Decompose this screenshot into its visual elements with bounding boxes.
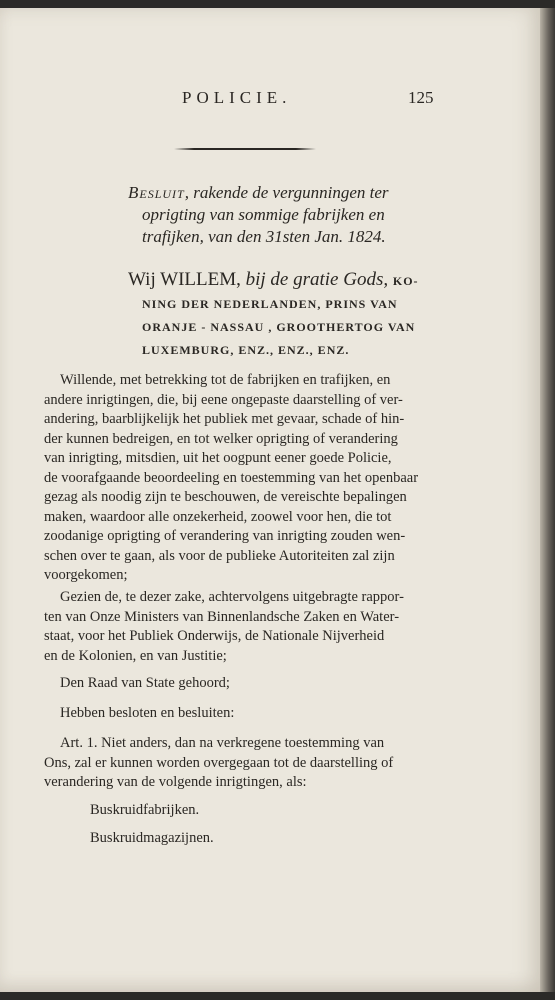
title-line-3: trafijken, van den 31sten Jan. 1824. — [142, 227, 386, 246]
text-line: der kunnen bedreigen, en tot welker oprigting of verandering — [44, 430, 398, 447]
text-line: maken, waardoor alle onzekerheid, zoowel voor hen, die tot — [44, 508, 392, 525]
ornamental-rule — [174, 147, 316, 150]
page-number: 125 — [408, 88, 434, 107]
title-line-1-rest: , rakende de vergunningen ter — [184, 183, 389, 202]
intitulation-italic: bij de gratie Gods, — [245, 269, 389, 290]
intitulation-line-4: LUXEMBURG, ENZ., ENZ., ENZ. — [142, 343, 350, 357]
text-line: andering, baarblijkelijk het publiek met gevaar, schade of hin- — [44, 411, 405, 427]
text-line: andere inrigtingen, die, bij eene ongepaste daarstelling of ver- — [44, 391, 403, 408]
intitulation-line-1 — [128, 268, 420, 293]
text-line: en de Kolonien, en van Justitie; — [44, 647, 227, 664]
text-line: schen over te gaan, als voor de publieke Autoriteiten zal zijn — [44, 547, 395, 564]
text-line: ten van Onze Ministers van Binnenlandsche Zaken en Water- — [44, 608, 400, 625]
text-line: staat, voor het Publiek Onderwijs, de Nationale Nijverheid — [44, 628, 385, 644]
text-line: Ons, zal er kunnen worden overgegaan tot de daarstelling of — [44, 754, 394, 771]
text-line: gezag als noodig zijn te beschouwen, de vereischte bepalingen — [44, 489, 407, 505]
text-line: Hebben besloten en besluiten: — [60, 705, 235, 721]
paragraph-article-1 — [44, 734, 442, 793]
page-edge-shadow — [540, 8, 555, 992]
title-line-2: oprigting van sommige fabrijken en — [142, 205, 385, 224]
text-line: voorgekomen; — [44, 567, 128, 583]
text-line: de voorafgaande beoordeeling en toestemming van het openbaar — [44, 469, 419, 486]
text-line: zoodanige oprigting of verandering van inrigting zouden wen- — [44, 528, 406, 544]
text-line: Art. 1. Niet anders, dan na verkregene toestemming van — [60, 735, 385, 751]
text-line: Den Raad van State gehoord; — [60, 675, 230, 691]
paragraph-whereas — [44, 371, 442, 586]
paragraph-resolved — [44, 704, 442, 724]
intitulation-lead: Wij WILLEM, — [128, 269, 241, 290]
title-line-1 — [128, 182, 448, 204]
list-item: Buskruidmagazijnen. — [90, 830, 214, 846]
royal-intitulation — [128, 268, 420, 362]
list-item: Buskruidfabrijken. — [90, 802, 200, 818]
intitulation-line-1-end: KO- — [392, 274, 419, 288]
paragraph-having-seen — [44, 588, 442, 666]
running-title: POLICIE. — [182, 88, 292, 107]
text-line: van inrigting, mitsdien, uit het oogpunt eener goede Policie, — [44, 450, 392, 466]
title-lead: Besluit — [128, 183, 185, 202]
paragraph-council-of-state — [44, 674, 442, 694]
intitulation-line-2: NING DER NEDERLANDEN, PRINS VAN — [142, 297, 398, 311]
decree-title — [128, 182, 448, 248]
intitulation-line-3: ORANJE - NASSAU , GROOTHERTOG VAN — [142, 320, 416, 334]
running-head — [0, 88, 540, 112]
text-line: verandering van de volgende inrigtingen, als: — [44, 774, 307, 790]
book-page — [0, 8, 540, 992]
text-line: Willende, met betrekking tot de fabrijken en trafijken, en — [60, 372, 391, 388]
text-line: Gezien de, te dezer zake, achtervolgens uitgebragte rappor- — [60, 589, 404, 605]
